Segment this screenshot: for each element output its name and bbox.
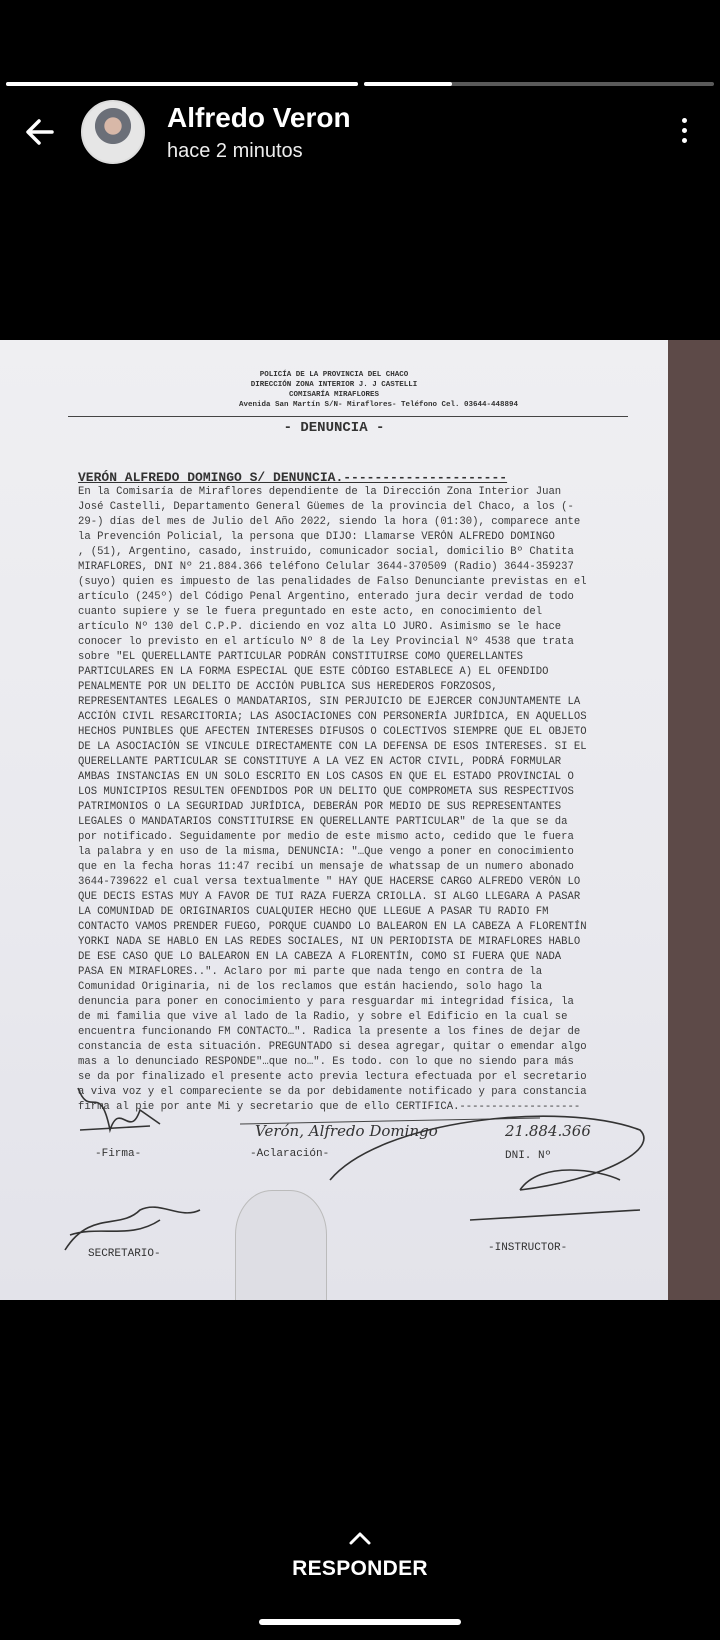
letterhead-line: POLICÍA DE LA PROVINCIA DEL CHACO xyxy=(259,371,409,379)
letterhead-line: Avenida San Martín S/N- Miraflores- Teléfono Cel. 03644-448894 xyxy=(238,401,518,409)
document-body-line: QUERELLANTE PARTICULAR SE CONSTITUYE A LA VEZ EN ACTOR CIVIL, PODRÁ FORMULAR xyxy=(78,756,562,768)
document-body-line: mas a lo denunciado RESPONDE"…que no…". Es todo. con lo que no siendo para más xyxy=(78,1056,574,1068)
story-photo xyxy=(0,340,720,1300)
firma-label: -Firma- xyxy=(95,1148,142,1160)
header-rule xyxy=(68,416,628,417)
document-body-line: cuanto supiere y se le fuera preguntado en este acto, en conocimiento del xyxy=(78,606,543,618)
document-body-line: se da por finalizado el presente acto previa lectura efectuada por el secretario xyxy=(78,1071,587,1083)
document-body-line: DE ESE CASO QUE LO BALEARON EN LA CABEZA A FLORENTÍN, COMO SI FUERA QUE NADA xyxy=(78,951,562,963)
document-body-line: constancia de esta situación. PREGUNTADO si desea agregar, quitar o emendar algo xyxy=(78,1041,587,1053)
document-body-line: LOS MUNICIPIOS RESULTEN OFENDIDOS POR UN DELITO QUE COMPROMETA SUS RESPECTIVOS xyxy=(78,786,574,798)
letterhead-line: COMISARÍA MIRAFLORES xyxy=(288,391,379,399)
document-body-line: PATRIMONIOS O LA SEGURIDAD JURÍDICA, DEBERÁN POR MEDIO DE SUS REPRESENTANTES xyxy=(78,801,562,813)
document-body-line: (suyo) quien es impuesto de las penalidades de Falso Denunciante previstas en el xyxy=(78,576,587,588)
document-body-line: MIRAFLORES, DNI Nº 21.884.366 teléfono Celular 3644-370509 (Radio) 3644-359237 xyxy=(78,561,574,573)
document-body-line: de mi familia que vive al lado de la Radio, y sobre el Edificio en la cual se xyxy=(78,1011,568,1023)
document-paper xyxy=(0,340,668,1300)
document-body-line: 29-) días del mes de Julio del Año 2022, siendo la hora (01:30), comparece ante xyxy=(78,516,581,528)
story-progress-1 xyxy=(6,82,358,86)
dni-label: DNI. Nº xyxy=(505,1150,552,1162)
document-body-line: AMBAS INSTANCIAS EN UN SOLO ESCRITO EN LOS CASOS EN QUE EL ESTADO PROVINCIAL O xyxy=(78,771,574,783)
document-body-line: En la Comisaría de Miraflores dependiente de la Dirección Zona Interior Juan xyxy=(78,486,562,498)
document-letterhead xyxy=(0,370,668,410)
document-body-line: QUE DECIS ESTAS MUY A FAVOR DE TUI RAZA FUERZA CRIOLLA. SI ALGO LLEGARA A PASAR xyxy=(78,891,581,903)
handwritten-dni: 21.884.366 xyxy=(505,1122,591,1140)
document-body-line: artículo (245º) del Código Penal Argentino, enterado jura decir verdad de todo xyxy=(78,591,574,603)
user-name[interactable]: Alfredo Veron xyxy=(167,102,351,133)
document-body-line: HECHOS PUNIBLES QUE AFECTEN INTERESES DIFUSOS O COLECTIVOS SIEMPRE QUE EL OBJETO xyxy=(78,726,587,738)
document-body-line: ACCIÓN CIVIL RESARCITORIA; LAS ASOCIACIONES CON PERSONERÍA JURÍDICA, EN AQUELLOS xyxy=(78,711,587,723)
document-body-line: la Prevención Policial, la persona que DIJO: Llamarse VERÓN ALFREDO DOMINGO xyxy=(78,531,555,543)
document-body-line: LEGALES O MANDATARIOS CONSTITUIRSE EN QUERELLANTE PARTICULAR" de la que se da xyxy=(78,816,568,828)
document-body-line: a viva voz y el compareciente se da por debidamente notificado y para constancia xyxy=(78,1086,587,1098)
document-body-line: artículo Nº 130 del C.P.P. diciendo en voz alta LO JURO. Asimismo se le hace xyxy=(78,621,562,633)
back-arrow-icon[interactable] xyxy=(20,112,60,152)
document-body-line: PARTICULARES EN LA FORMA ESPECIAL QUE ESTE CÓDIGO ESTABLECE A) EL OFENDIDO xyxy=(78,666,549,678)
letterhead-line: DIRECCIÓN ZONA INTERIOR J. J CASTELLI xyxy=(250,381,418,389)
reply-button[interactable]: RESPONDER xyxy=(292,1557,428,1580)
document-body xyxy=(78,485,631,1115)
document-body-line: DE LA ASOCIACIÓN SE VINCULE DIRECTAMENTE CON LA DEFENSA DE ESOS INTERESES. SI EL xyxy=(78,741,587,753)
document-body-line: , (51), Argentino, casado, instruido, comunicador social, domicilio Bº Chatita xyxy=(78,546,574,558)
document-body-line: Comunidad Originaria, ni de los reclamos que están haciendo, solo hago la xyxy=(78,981,543,993)
handwritten-name: Verón, Alfredo Domingo xyxy=(255,1122,438,1140)
document-body-line: sobre "EL QUERELLANTE PARTICULAR PODRÁN CONSTITUIRSE COMO QUERELLANTES xyxy=(78,651,524,663)
document-body-line: firma al pie por ante Mi y secretario que de ello CERTIFICA.------------------- xyxy=(78,1101,581,1113)
signatures-drawing xyxy=(0,1060,668,1300)
chevron-up-icon[interactable] xyxy=(347,1530,373,1546)
story-progress-2 xyxy=(364,82,714,86)
story-progress-1-fill xyxy=(6,82,358,86)
document-body-line: conocer lo previsto en el artículo Nº 8 de la Ley Provincial Nº 4538 que trata xyxy=(78,636,574,648)
home-indicator[interactable] xyxy=(259,1619,461,1625)
document-body-line: 3644-739622 el cual versa textualmente " HAY QUE HACERSE CARGO ALFREDO VERÓN LO xyxy=(78,876,581,888)
instructor-label: -INSTRUCTOR- xyxy=(488,1242,568,1254)
document-body-line: PENALMENTE POR UN DELITO DE ACCIÓN PUBLICA SUS HEREDEROS FORZOSOS, xyxy=(78,681,498,693)
document-body-line: por notificado. Seguidamente por medio de este mismo acto, cedido que le fuera xyxy=(78,831,574,843)
reply-area[interactable] xyxy=(0,1530,720,1581)
document-body-line: PASA EN MIRAFLORES..". Aclaro por mi parte que nada tengo en contra de la xyxy=(78,966,543,978)
document-body-line: que en la fecha horas 11:47 recibí un mensaje de whatssap de un numero abonado xyxy=(78,861,574,873)
document-body-line: encuentra funcionando FM CONTACTO…". Radica la presente a los fines de dejar de xyxy=(78,1026,581,1038)
document-body-line: José Castelli, Departamento General Güemes de la provincia del Chaco, a los (- xyxy=(78,501,574,513)
document-body-line: CONTACTO VAMOS PRENDER FUEGO, PORQUE CUANDO LO BALEARON EN LA CABEZA A FLORENTÍN xyxy=(78,921,587,933)
document-body-line: la palabra y en uso de la misma, DENUNCIA: "…Que vengo a poner en conocimiento xyxy=(78,846,574,858)
document-subject: VERÓN ALFREDO DOMINGO S/ DENUNCIA.--------------------- xyxy=(78,470,508,485)
avatar[interactable] xyxy=(81,100,145,164)
secretario-label: SECRETARIO- xyxy=(88,1248,161,1260)
more-options-icon[interactable] xyxy=(672,118,696,150)
document-body-line: LA COMUNIDAD DE ORIGINARIOS CUALQUIER HECHO QUE LLEGUE A PASAR TU RADIO FM xyxy=(78,906,549,918)
document-body-line: YORKI NADA SE HABLO EN LAS REDES SOCIALES, NI UN PERIODISTA DE MIRAFLORES HABLO xyxy=(78,936,581,948)
document-body-line: denuncia para poner en conocimiento y para resguardar mi integridad física, la xyxy=(78,996,574,1008)
document-title: - DENUNCIA - xyxy=(283,420,385,436)
aclaracion-label: -Aclaración- xyxy=(250,1148,330,1160)
post-time: hace 2 minutos xyxy=(167,140,303,162)
story-progress-2-fill xyxy=(364,82,452,86)
document-body-line: REPRESENTANTES LEGALES O MANDATARIOS, SIN PERJUICIO DE EJERCER CONJUNTAMENTE LA xyxy=(78,696,581,708)
